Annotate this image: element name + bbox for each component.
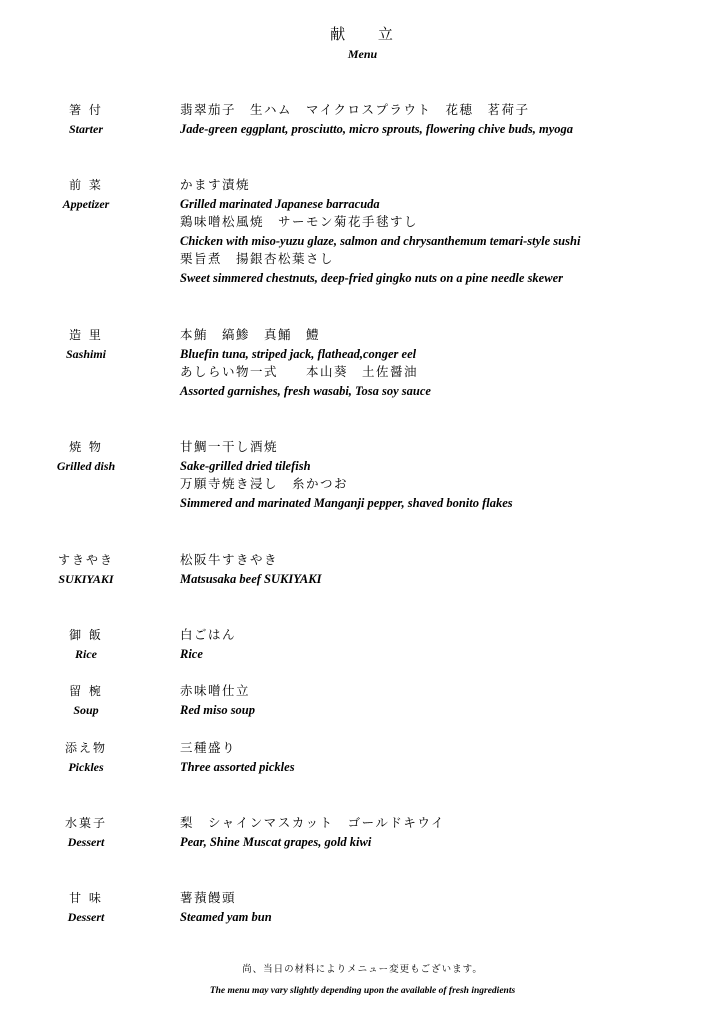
dish-japanese: 甘鯛一干し酒焼: [180, 439, 279, 454]
dish-japanese: 栗旨煮 揚銀杏松葉さし: [180, 251, 335, 266]
course-dishes: [180, 101, 700, 138]
dish-english: Three assorted pickles: [180, 759, 295, 774]
dish-english: Bluefin tuna, striped jack, flathead,conger eel: [180, 346, 417, 361]
dish-english: Simmered and marinated Manganji pepper, shaved bonito flakes: [180, 495, 513, 510]
footer-note-japanese: 尚、当日の材料によりメニュー変更もございます。: [242, 964, 483, 975]
course-dishes: [180, 551, 700, 588]
dish-english: Red miso soup: [180, 702, 256, 717]
dish-japanese: 翡翠茄子 生ハム マイクロスプラウト 花穂 茗荷子: [180, 102, 530, 117]
dish-english: Steamed yam bun: [180, 909, 272, 924]
dish-japanese: あしらい物一式 本山葵 土佐醤油: [180, 364, 419, 379]
course-label-japanese: 箸 付: [69, 103, 103, 117]
menu-title-japanese: 献 立: [330, 25, 407, 43]
dish-english: Rice: [180, 646, 203, 661]
course-dishes: [180, 176, 700, 287]
dish-english: Sweet simmered chestnuts, deep-fried gingko nuts on a pine needle skewer: [180, 270, 563, 285]
course-label-english: Dessert: [67, 835, 105, 849]
dish-english: Grilled marinated Japanese barracuda: [180, 196, 380, 211]
dish-english: Jade-green eggplant, prosciutto, micro sprouts, flowering chive buds, myoga: [180, 121, 574, 136]
course-label-japanese: すきやき: [57, 553, 114, 567]
dish-japanese: 赤味噌仕立: [180, 683, 251, 698]
course-label-english: Dessert: [67, 910, 105, 924]
course-label-japanese: 前 菜: [69, 178, 103, 192]
dish-english: Assorted garnishes, fresh wasabi, Tosa soy sauce: [180, 383, 431, 398]
course-label-japanese: 造 里: [69, 328, 103, 342]
dish-japanese: 万願寺焼き浸し 糸かつお: [180, 476, 349, 491]
course-label-japanese: 甘 味: [69, 891, 103, 905]
course-label-english: SUKIYAKI: [58, 572, 114, 586]
dish-japanese: かます漬焼: [180, 177, 251, 192]
dish-english: Matsusaka beef SUKIYAKI: [180, 571, 322, 586]
course-label-japanese: 留 椀: [69, 684, 103, 698]
dish-english: Chicken with miso-yuzu glaze, salmon and chrysanthemum temari-style sushi: [180, 233, 581, 248]
course-label-english: Starter: [68, 122, 103, 136]
footer-note-english: The menu may vary slightly depending upon the available of fresh ingredients: [209, 986, 516, 996]
dish-japanese: 鶏味噌松風焼 サーモン菊花手毬すし: [180, 214, 419, 229]
course-label-japanese: 水菓子: [64, 816, 107, 830]
dish-english: Pear, Shine Muscat grapes, gold kiwi: [180, 834, 372, 849]
course-label-english: Grilled dish: [56, 459, 116, 473]
course-label-japanese: 添え物: [64, 741, 107, 755]
course-label-english: Pickles: [68, 760, 104, 774]
dish-japanese: 白ごはん: [180, 627, 237, 642]
course-label-english: Appetizer: [62, 197, 110, 211]
menu-title-english: Menu: [347, 47, 378, 61]
course-label-english: Sashimi: [65, 347, 107, 361]
dish-japanese: 本鮪 縞鯵 真鯒 鱧: [180, 327, 321, 342]
course-dishes: [180, 682, 700, 719]
dish-japanese: 梨 シャインマスカット ゴールドキウイ: [180, 815, 446, 830]
dish-japanese: 三種盛り: [180, 740, 237, 755]
dish-english: Sake-grilled dried tilefish: [180, 458, 311, 473]
course-dishes: [180, 814, 700, 851]
course-dishes: [180, 438, 700, 512]
course-label-japanese: 御 飯: [69, 628, 103, 642]
course-label-english: Rice: [75, 647, 97, 661]
course-label-japanese: 焼 物: [69, 440, 103, 454]
course-label-english: Soup: [73, 703, 99, 717]
course-dishes: [180, 626, 700, 663]
course-dishes: [180, 889, 700, 926]
dish-japanese: 薯蕷饅頭: [180, 890, 237, 905]
dish-japanese: 松阪牛すきやき: [180, 552, 279, 567]
course-dishes: [180, 739, 700, 776]
course-dishes: [180, 326, 700, 400]
